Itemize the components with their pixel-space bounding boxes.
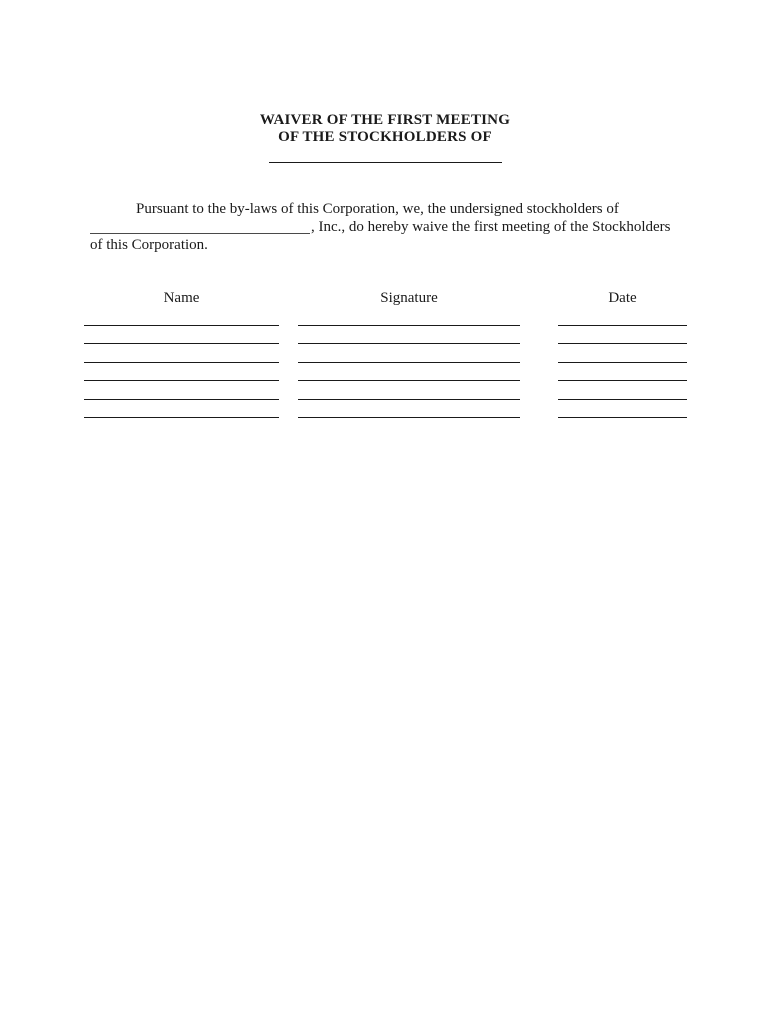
signature-line[interactable] [298,343,520,344]
date-column-header: Date [608,290,637,306]
date-line[interactable] [558,325,687,326]
signature-column-header: Signature [380,290,438,306]
name-line[interactable] [84,343,279,344]
name-line[interactable] [84,399,279,400]
date-line[interactable] [558,380,687,381]
document-title-line-2: OF THE STOCKHOLDERS OF [278,129,492,145]
date-line[interactable] [558,399,687,400]
name-line[interactable] [84,417,279,418]
date-line[interactable] [558,362,687,363]
name-column-header: Name [163,290,200,306]
waiver-paragraph-line-2: , Inc., do hereby waive the first meeting of the Stockholders [311,219,671,235]
signature-line[interactable] [298,362,520,363]
signature-line[interactable] [298,417,520,418]
signature-line[interactable] [298,380,520,381]
name-line[interactable] [84,380,279,381]
name-line[interactable] [84,362,279,363]
corporation-name-blank[interactable] [269,162,502,163]
date-line[interactable] [558,343,687,344]
signature-line[interactable] [298,399,520,400]
company-name-blank[interactable] [90,233,310,234]
name-line[interactable] [84,325,279,326]
date-line[interactable] [558,417,687,418]
waiver-paragraph-line-3: of this Corporation. [90,237,208,253]
document-title-line-1: WAIVER OF THE FIRST MEETING [259,112,511,128]
waiver-paragraph-line-1: Pursuant to the by-laws of this Corporation, we, the undersigned stockholders of [136,201,619,217]
signature-line[interactable] [298,325,520,326]
